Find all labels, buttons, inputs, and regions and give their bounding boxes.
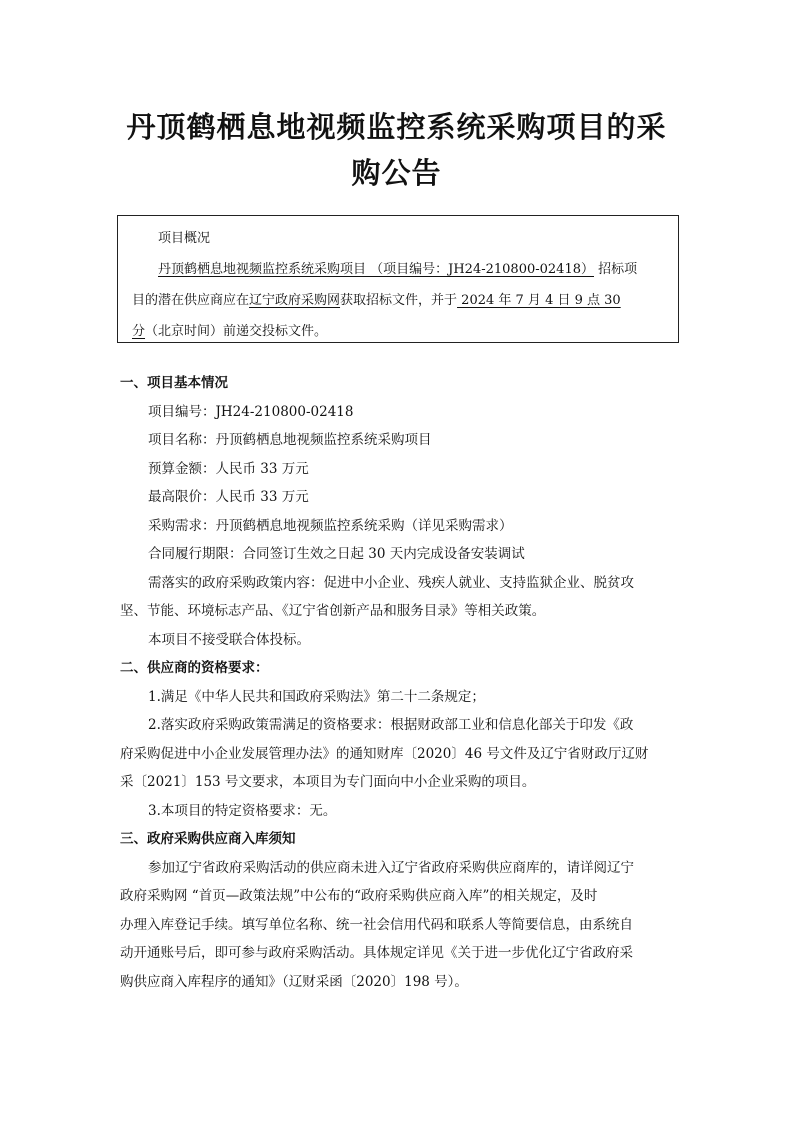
section-qualifications [120, 654, 680, 825]
document-title [0, 104, 793, 196]
procurement-site-link[interactable]: 辽宁政府采购网 [249, 293, 341, 308]
title-line-1: 丹顶鹤栖息地视频监控系统采购项目的采 [126, 110, 667, 144]
qual-item-2-line-1: 2.落实政府采购政策需满足的资格要求：根据财政部工业和信息化部关于印发《政 [148, 717, 634, 733]
registration-line-5: 购供应商入库程序的通知》（辽财采函〔2020〕198 号）。 [120, 973, 468, 990]
project-overview-box [117, 215, 679, 343]
info-max-price: 最高限价：人民币 33 万元 [148, 489, 309, 505]
overview-line1-tail: 招标项 [594, 262, 638, 277]
overview-line2-mid: 获取招标文件，并于 [340, 293, 458, 308]
section-basic-info [120, 369, 680, 654]
info-consortium: 本项目不接受联合体投标。 [148, 631, 310, 648]
info-project-name: 项目名称：丹顶鹤栖息地视频监控系统采购项目 [148, 432, 432, 448]
info-policy-line-1: 需落实的政府采购政策内容：促进中小企业、残疾人就业、支持监狱企业、脱贫攻 [148, 574, 634, 591]
info-policy-line-2: 坚、节能、环境标志产品、《辽宁省创新产品和服务目录》等相关政策。 [120, 603, 546, 619]
section3-heading: 三、政府采购供应商入库须知 [120, 831, 296, 847]
overview-line3-tail: （北京时间）前递交投标文件。 [145, 324, 328, 339]
registration-line-3: 办理入库登记手续。填写单位名称、统一社会信用代码和联系人等简要信息，由系统自 [120, 916, 633, 933]
info-requirement: 采购需求：丹顶鹤栖息地视频监控系统采购（详见采购需求） [148, 517, 513, 534]
deadline-minute: 分 [132, 324, 146, 339]
registration-line-4: 动开通账号后，即可参与政府采购活动。具体规定详见《关于进一步优化辽宁省政府采 [120, 945, 633, 961]
section1-heading: 一、项目基本情况 [120, 375, 228, 391]
overview-project-name: 丹顶鹤栖息地视频监控系统采购项目 （项目编号：JH24-210800-02418） [158, 262, 594, 277]
overview-line-2 [132, 285, 668, 316]
section2-heading: 二、供应商的资格要求： [120, 660, 269, 676]
section-supplier-registration [120, 825, 680, 996]
overview-line-1 [132, 254, 668, 285]
registration-line-2: 政府采购网 “首页—政策法规”中公布的“政府采购供应商入库”的相关规定，及时 [120, 888, 598, 904]
qual-item-2-line-2: 府采购促进中小企业发展管理办法》的通知财库〔2020〕46 号文件及辽宁省财政厅辽财 [120, 745, 649, 762]
overview-heading: 项目概况 [158, 231, 211, 246]
registration-line-1: 参加辽宁省政府采购活动的供应商未进入辽宁省政府采购供应商库的，请详阅辽宁 [148, 859, 634, 876]
qual-item-3: 3.本项目的特定资格要求：无。 [148, 802, 337, 819]
info-budget: 预算金额：人民币 33 万元 [148, 460, 309, 477]
info-project-number: 项目编号：JH24-210800-02418 [148, 403, 354, 420]
overview-line-3 [132, 316, 668, 347]
overview-line2-prefix: 目的潜在供应商应在 [132, 293, 250, 308]
qual-item-2-line-3: 采〔2021〕153 号文要求，本项目为专门面向中小企业采购的项目。 [120, 774, 536, 790]
info-contract-period: 合同履行期限：合同签订生效之日起 30 天内完成设备安装调试 [148, 546, 525, 562]
deadline-date: 2024 年 7 月 4 日 9 点 30 [457, 293, 621, 308]
qual-item-1: 1.满足《中华人民共和国政府采购法》第二十二条规定； [148, 688, 485, 705]
title-line-2: 购公告 [351, 156, 442, 190]
